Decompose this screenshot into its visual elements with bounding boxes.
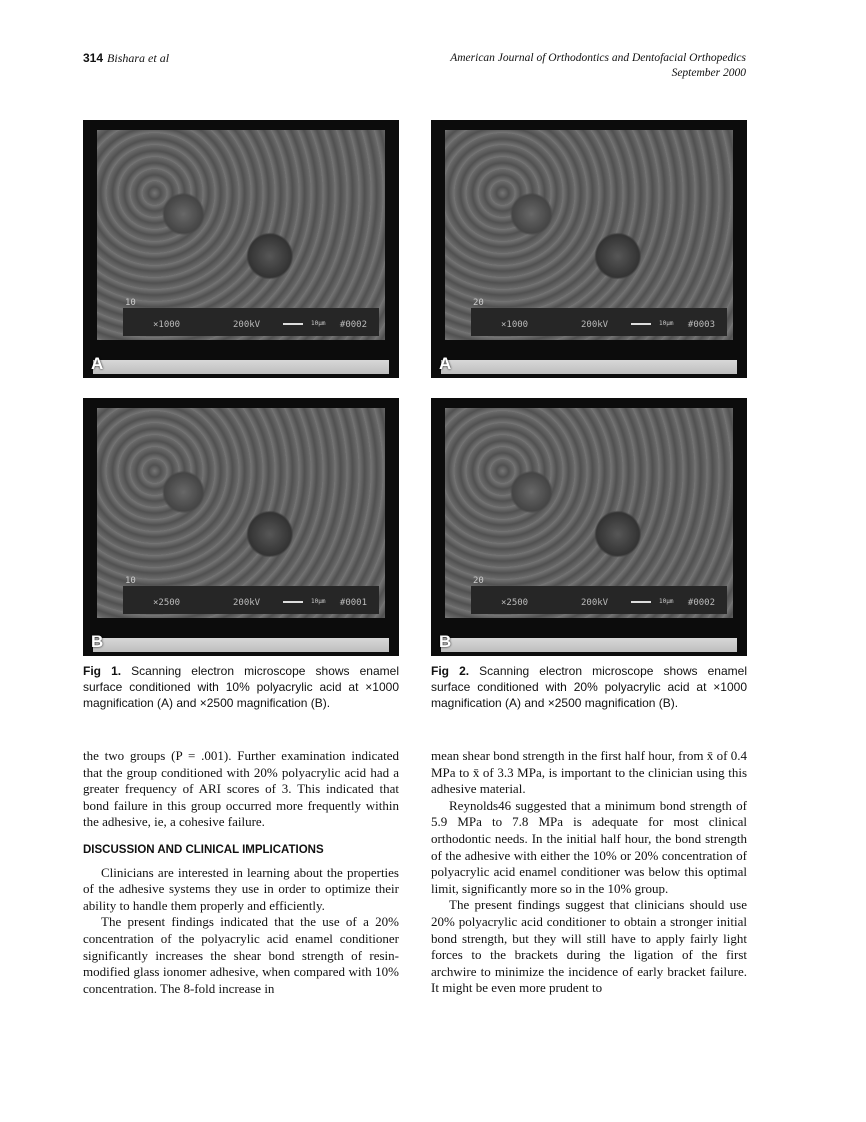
film-strip xyxy=(93,360,389,374)
journal-name: American Journal of Orthodontics and Dentofacial Orthopedics xyxy=(450,52,746,64)
scale-bar: 10μm xyxy=(631,598,673,605)
scale-bar: 10μm xyxy=(283,320,325,327)
paragraph: Reynolds46 suggested that a minimum bond strength of 5.9 MPa to 7.8 MPa is adequate for most clinical orthodontic needs. In the initial half hour, the bond strength of the adhesive with either the 10% or 20% concentration of polyacrylic acid enamel conditioner was below this optimal limit, significantly more so in the 10% group. xyxy=(431,797,747,896)
scale-bar: 10μm xyxy=(283,598,325,605)
sem-info-bar xyxy=(123,586,379,614)
fig1b-micrograph xyxy=(83,398,399,656)
magnification: ×2500 xyxy=(153,598,181,608)
image-code: #0002 xyxy=(687,598,715,608)
paragraph: The present findings suggest that clinicians should use 20% polyacrylic acid conditioner to obtain a stronger initial bond strength, but they will still have to apply fairly light forces to the brackets during the ligation of the first archwire to minimize the incidence of early bracket failure. It might be even more prudent to xyxy=(431,897,747,996)
fig2b-micrograph xyxy=(431,398,747,656)
sample-number: 10 xyxy=(125,298,136,308)
panel-label: A xyxy=(439,354,452,373)
fig1-text: Scanning electron microscope shows enamel surface conditioned with 10% polyacrylic acid at ×1000 magnification (A) and ×2500 magnification (B). xyxy=(83,664,399,710)
paragraph: the two groups (P = .001). Further examination indicated that the group conditioned with 20% polyacrylic acid had a greater frequency of ARI scores of 3. This indicated that bond failure in this group occurred more frequently within the adhesive, ie, a cohesive failure. xyxy=(83,748,399,830)
magnification: ×1000 xyxy=(153,320,181,330)
paragraph: The present findings indicated that the use of a 20% concentration of the polyacrylic acid enamel conditioner significantly increases the shear bond strength of resin-modified glass ionomer adhesive, when compared with 10% concentration. The 8-fold increase in xyxy=(83,914,399,996)
right-column xyxy=(431,748,747,997)
issue-date: September 2000 xyxy=(671,67,746,79)
fig2-caption xyxy=(431,663,747,711)
sem-info-bar xyxy=(471,308,727,336)
sem-info-bar xyxy=(123,308,379,336)
fig1-caption xyxy=(83,663,399,711)
panel-label: A xyxy=(91,354,104,373)
image-code: #0003 xyxy=(687,320,715,330)
film-strip xyxy=(441,360,737,374)
sem-info-bar xyxy=(471,586,727,614)
paragraph: mean shear bond strength in the first half hour, from x̄ of 0.4 MPa to x̄ of 3.3 MPa, is important to the clinician using this adhesive material. xyxy=(431,748,747,797)
sample-number: 20 xyxy=(473,298,484,308)
sample-number: 20 xyxy=(473,576,484,586)
sample-number: 10 xyxy=(125,576,136,586)
voltage: 200kV xyxy=(581,320,609,330)
film-strip xyxy=(441,638,737,652)
running-header-left xyxy=(83,51,169,66)
image-code: #0002 xyxy=(339,320,367,330)
voltage: 200kV xyxy=(233,320,261,330)
panel-label: B xyxy=(439,632,452,651)
magnification: ×2500 xyxy=(501,598,529,608)
voltage: 200kV xyxy=(233,598,261,608)
authors: Bishara et al xyxy=(107,51,170,65)
page-number: 314 xyxy=(83,51,104,65)
image-code: #0001 xyxy=(339,598,367,608)
fig2-label: Fig 2. xyxy=(431,664,470,678)
fig2-text: Scanning electron microscope shows enamel surface conditioned with 20% polyacrylic acid at ×1000 magnification (A) and ×2500 magnification (B). xyxy=(431,664,747,710)
fig1a-micrograph xyxy=(83,120,399,378)
paragraph: Clinicians are interested in learning about the properties of the adhesive systems they use in order to optimize their ability to handle them properly and efficiently. xyxy=(83,864,399,913)
fig1-label: Fig 1. xyxy=(83,664,122,678)
voltage: 200kV xyxy=(581,598,609,608)
left-column xyxy=(83,748,399,997)
running-header-right xyxy=(450,51,746,81)
fig2a-micrograph xyxy=(431,120,747,378)
film-strip xyxy=(93,638,389,652)
panel-label: B xyxy=(91,632,104,651)
magnification: ×1000 xyxy=(501,320,529,330)
section-heading: DISCUSSION AND CLINICAL IMPLICATIONS xyxy=(83,843,324,856)
scale-bar: 10μm xyxy=(631,320,673,327)
